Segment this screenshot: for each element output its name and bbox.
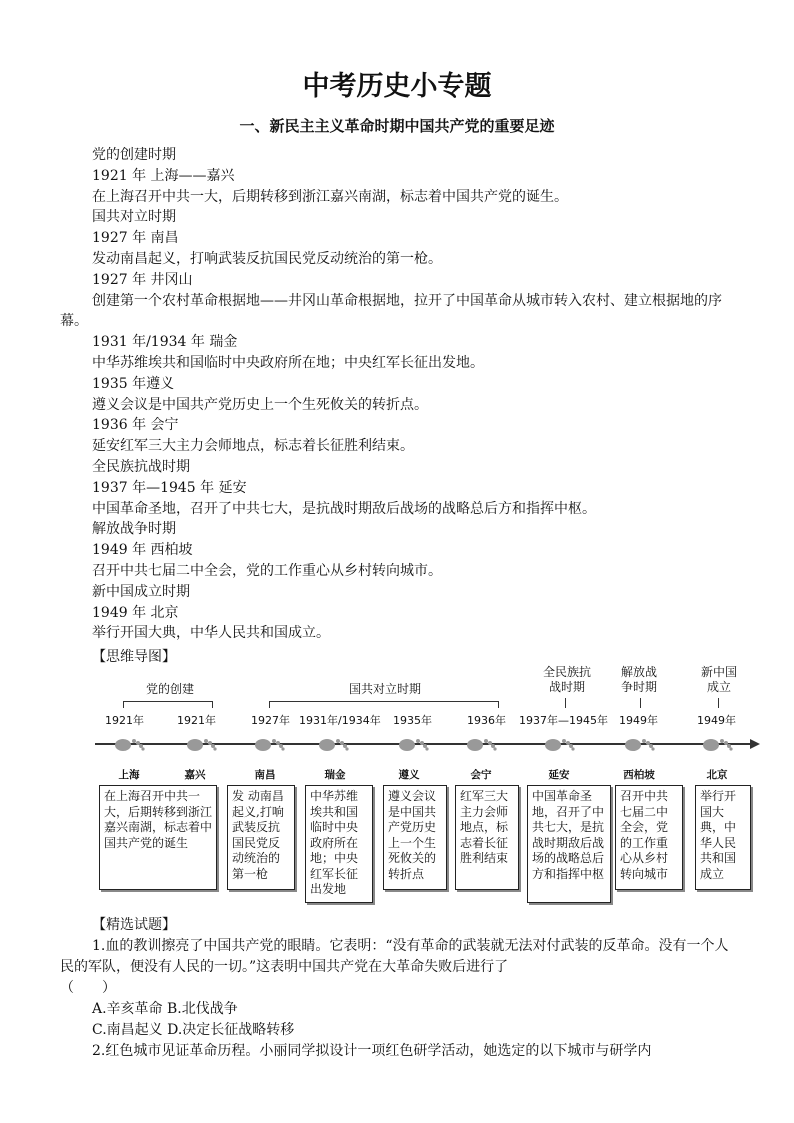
year-place: 1921 年 上海——嘉兴: [92, 167, 235, 184]
event-box: 红军三大主力会师地点，标志着长征胜利结束: [455, 785, 519, 890]
event-text: 遵义会议是中国共产党历史上一个生死攸关的转折点。: [92, 396, 428, 413]
period-label: 党的创建: [145, 682, 194, 696]
year-label: 1921年: [105, 714, 144, 727]
event-text: 召开中共七届二中全会，党的工作重心从乡村转向城市。: [92, 562, 442, 579]
year-label: 1935年: [393, 714, 432, 727]
question-1-options-ab: A.辛亥革命 B.北伐战争: [92, 1001, 238, 1017]
year-label: 1937年—1945年: [519, 714, 608, 727]
city-label: 会宁: [470, 769, 492, 781]
page-title: 中考历史小专题: [302, 71, 492, 102]
questions-label: 【精选试题】: [92, 917, 176, 933]
city-label: 延安: [548, 769, 570, 781]
footprint-icon: [621, 732, 659, 754]
year-label: 1931年/1934年: [299, 714, 381, 727]
period-label: 全民族抗 战时期: [542, 665, 591, 694]
city-label: 北京: [706, 769, 728, 781]
period-label: 新中国 成立: [700, 665, 737, 694]
year-label: 1949年: [619, 714, 658, 727]
questions-section: [60, 915, 740, 1062]
mind-map: [95, 660, 760, 910]
period-heading: 解放战争时期: [92, 521, 176, 538]
period-heading: 新中国成立时期: [92, 583, 190, 600]
question-2-stem: 2.红色城市见证革命历程。小丽同学拟设计一项红色研学活动，她选定的以下城市与研学内: [92, 1043, 652, 1059]
year-label: 1927年: [251, 714, 290, 727]
city-label: 上海: [118, 769, 140, 781]
year-place: 1927 年 井冈山: [92, 271, 193, 288]
period-bracket: [123, 701, 213, 708]
footprint-icon: [251, 732, 289, 754]
footprint-icon: [463, 732, 501, 754]
event-box: 举行开国大典，中华人民共和国成立: [695, 785, 751, 890]
event-box: 中华苏维埃共和国临时中央政府所在地；中央红军长征出发地: [305, 785, 373, 903]
period-label: 国共对立时期: [348, 682, 421, 696]
city-label: 南昌: [254, 769, 276, 781]
footprint-icon: [111, 732, 149, 754]
year-place: 1931 年/1934 年 瑞金: [92, 334, 238, 351]
event-box: 中国革命圣地，召开了中共七大，是抗战时期敌后战场的战略总后方和指挥中枢: [527, 785, 611, 903]
event-text: 举行开国大典，中华人民共和国成立。: [92, 625, 330, 642]
footprint-icon: [183, 732, 221, 754]
city-label: 西柏坡: [623, 769, 655, 781]
body-text: [60, 145, 736, 644]
year-place: 1937 年—1945 年 延安: [92, 479, 247, 496]
event-text: 创建第一个农村革命根据地——井冈山革命根据地，拉开了中国革命从城市转入农村、建立根据地的序幕。: [60, 292, 722, 330]
year-label: 1921年: [177, 714, 216, 727]
city-label: 遵义: [398, 769, 420, 781]
event-box: 在上海召开中共一大，后期转移到浙江嘉兴南湖，标志着中国共产党的诞生: [99, 785, 217, 890]
footprint-icon: [315, 732, 353, 754]
period-heading: 国共对立时期: [92, 209, 176, 226]
event-text: 延安红军三大主力会师地点，标志着长征胜利结束。: [92, 438, 414, 455]
city-label: 嘉兴: [184, 769, 206, 781]
period-connector: [640, 698, 641, 708]
period-heading: 全民族抗战时期: [92, 458, 190, 475]
question-1-stem: 1.血的教训擦亮了中国共产党的眼睛。它表明：“没有革命的武装就无法对付武装的反革命。没有一个人民的军队，便没有人民的一切。”这表明中国共产党在大革命失败后进行了: [60, 938, 729, 975]
year-label: 1936年: [467, 714, 506, 727]
city-label: 瑞金: [324, 769, 346, 781]
answer-blank: （ ）: [60, 980, 116, 996]
event-text: 在上海召开中共一大，后期转移到浙江嘉兴南湖，标志着中国共产党的诞生。: [92, 188, 568, 205]
event-box: 发 动南昌起义,打响武装反抗国民党反动统治的第一枪: [227, 785, 295, 890]
section-heading: 一、新民主主义革命时期中国共产党的重要足迹: [239, 117, 555, 135]
period-bracket: [269, 701, 499, 708]
year-place: 1936 年 会宁: [92, 417, 179, 434]
footprint-icon: [395, 732, 433, 754]
period-connector: [565, 698, 566, 708]
footprint-icon: [699, 732, 737, 754]
event-box: 遵义会议是中国共产党历史上一个生死攸关的转折点: [383, 785, 447, 890]
footprint-icon: [541, 732, 579, 754]
question-1-options-cd: C.南昌起义 D.决定长征战略转移: [92, 1022, 295, 1038]
event-text: 发动南昌起义，打响武装反抗国民党反动统治的第一枪。: [92, 250, 442, 267]
period-label: 解放战 争时期: [620, 665, 657, 694]
year-place: 1935 年遵义: [92, 375, 175, 392]
year-place: 1949 年 北京: [92, 604, 179, 621]
year-place: 1949 年 西柏坡: [92, 542, 193, 559]
event-text: 中华苏维埃共和国临时中央政府所在地；中央红军长征出发地。: [92, 354, 484, 371]
period-heading: 党的创建时期: [92, 147, 176, 163]
event-text: 中国革命圣地，召开了中共七大，是抗战时期敌后战场的战略总后方和指挥中枢。: [92, 500, 596, 517]
event-box: 召开中共七届二中全会，党的工作重心从乡村转向城市: [615, 785, 683, 890]
year-label: 1949年: [697, 714, 736, 727]
period-connector: [718, 698, 719, 708]
mindmap-label: 【思维导图】: [92, 649, 176, 665]
year-place: 1927 年 南昌: [92, 230, 179, 247]
